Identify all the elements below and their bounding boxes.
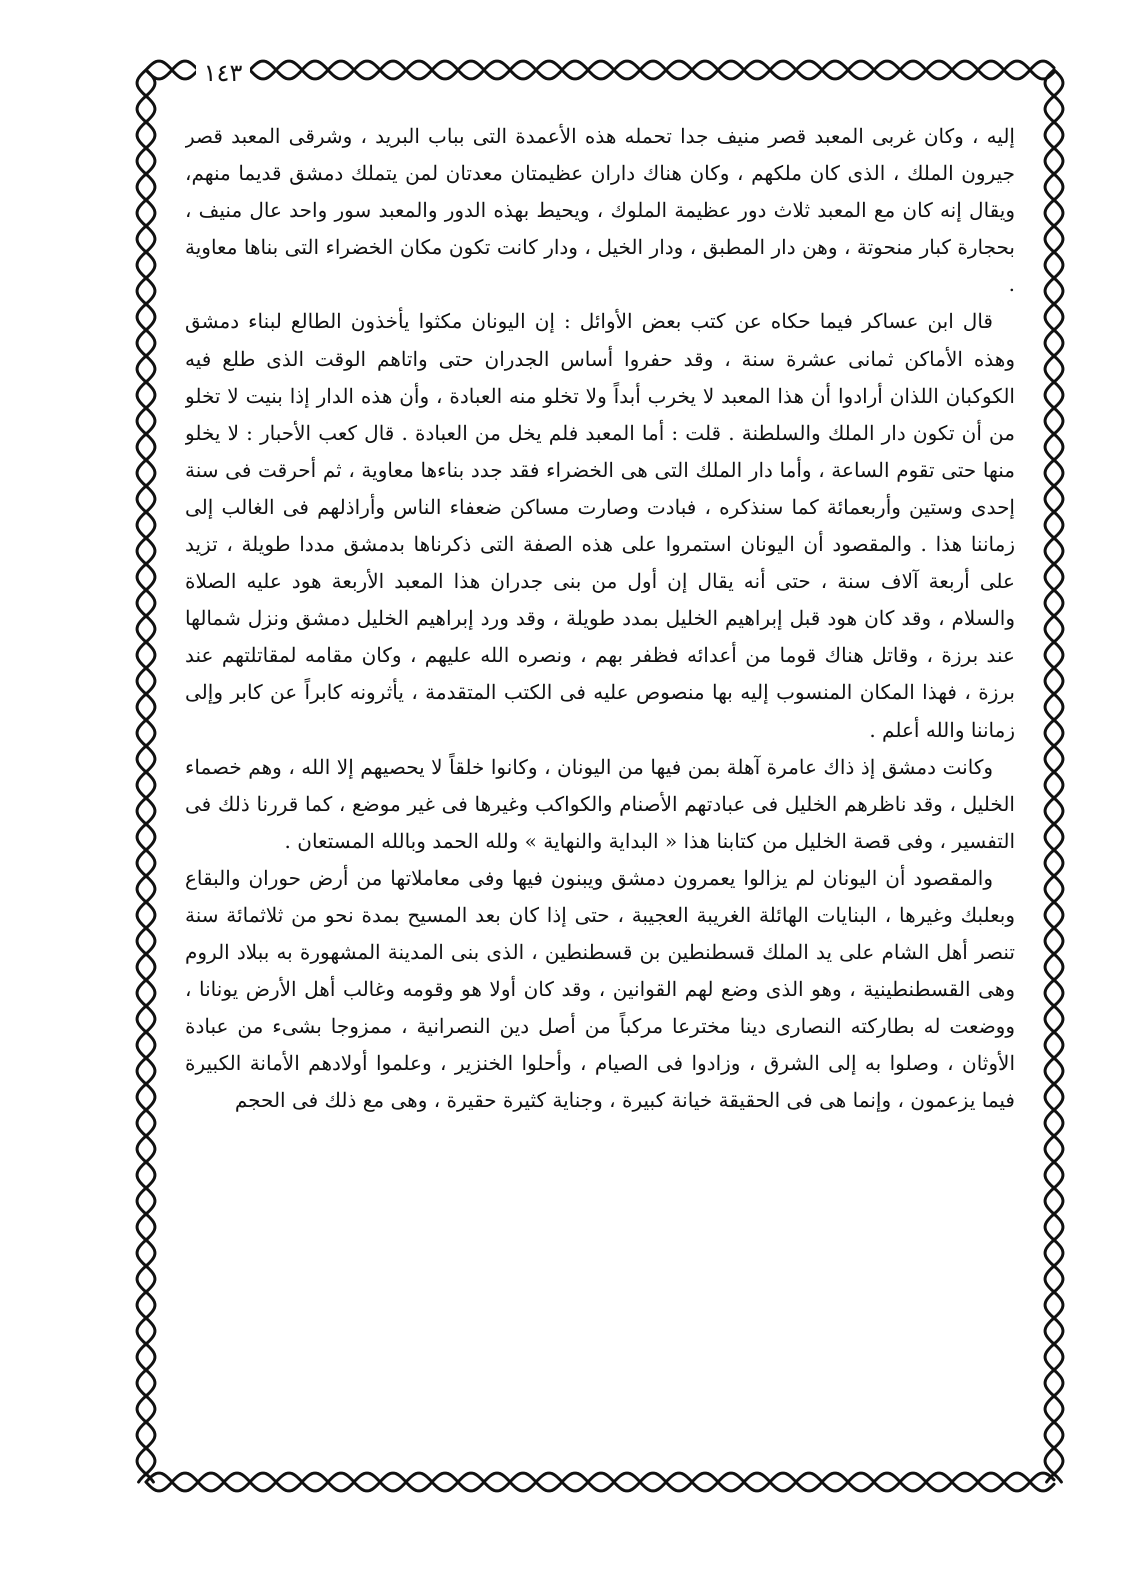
paragraph-4: والمقصود أن اليونان لم يزالوا يعمرون دمشق ويبنون فيها وفى معاملاتها من أرض حوران والبقاع وبعلبك وغيرها ، البنايات الهائلة الغريبة العجيبة ، حتى إذا كان بعد المسيح بمدة نحو من ثلاثمائة سنة تنصر أهل الشام على يد الملك قسطنطين بن قسطنطين ، الذى بنى المدينة المشهورة به ببلاد الروم وهى القسطنطينية ، وهو الذى وضع لهم القوانين ، وقد كان أولا هو وقومه وغالب أهل الأرض يونانا ، ووضعت له بطاركته النصارى دينا مخترعا مركباً من أصل دين النصرانية ، ممزوجا بشىء من عبادة الأوثان ، وصلوا به إلى الشرق ، وزادوا فى الصيام ، وأحلوا الخنزير ، وعلموا أولادهم الأمانة الكبيرة فيما يزعمون ، وإنما هى فى الحقيقة خيانة كبيرة ، وجناية كثيرة حقيرة ، وهى مع ذلك فى الحجم bbox=[185, 865, 1015, 1113]
paragraph-3: وكانت دمشق إذ ذاك عامرة آهلة بمن فيها من اليونان ، وكانوا خلقاً لا يحصيهم إلا الله ، وهم خصماء الخليل ، وقد ناظرهم الخليل فى عبادتهم الأصنام والكواكب وغيرها فى غير موضع ، كما قررنا ذلك فى التفسير ، وفى قصة الخليل من كتابنا هذا « البداية والنهاية » ولله الحمد وبالله المستعان . bbox=[185, 754, 1015, 853]
page-number: ١٤٣ bbox=[196, 56, 250, 90]
body-text bbox=[185, 118, 1015, 1470]
paragraph-2: قال ابن عساكر فيما حكاه عن كتب بعض الأوائل : إن اليونان مكثوا يأخذون الطالع لبناء دمشق وهذه الأماكن ثمانى عشرة سنة ، وقد حفروا أساس الجدران حتى واتاهم الوقت الذى طلع فيه الكوكبان اللذان أرادوا أن هذا المعبد لا يخرب أبداً ولا تخلو منه العبادة ، وأن هذه الدار إذا بنيت لا تخلو من أن تكون دار الملك والسلطنة . قلت : أما المعبد فلم يخل من العبادة . قال كعب الأحبار : لا يخلو منها حتى تقوم الساعة ، وأما دار الملك التى هى الخضراء فقد جدد بناءها معاوية ، ثم أحرقت فى سنة إحدى وستين وأربعمائة كما سنذكره ، فبادت وصارت مساكن ضعفاء الناس وأراذلهم فى الغالب إلى زماننا هذا . والمقصود أن اليونان استمروا على هذه الصفة التى ذكرناها بدمشق مددا طويلة ، تزيد على أربعة آلاف سنة ، حتى أنه يقال إن أول من بنى جدران هذا المعبد الأربعة هود عليه الصلاة والسلام ، وقد كان هود قبل إبراهيم الخليل بمدد طويلة ، وقد ورد إبراهيم الخليل دمشق ونزل شمالها عند برزة ، وقاتل هناك قوما من أعدائه فظفر بهم ، ونصره الله عليهم ، وكان مقامه لمقاتلتهم عند برزة ، فهذا المكان المنسوب إليه بها منصوص عليه فى الكتب المتقدمة ، يأثرونه كابراً عن كابر وإلى زماننا والله أعلم . bbox=[185, 309, 1015, 742]
paragraph-1: إليه ، وكان غربى المعبد قصر منيف جدا تحمله هذه الأعمدة التى بباب البريد ، وشرقى المعبد قصر جيرون الملك ، الذى كان ملكهم ، وكان هناك داران عظيمتان معدتان لمن يتملك دمشق قديما منهم، ويقال إنه كان مع المعبد ثلاث دور عظيمة الملوك ، ويحيط بهذه الدور والمعبد سور واحد عال منيف ، بحجارة كبار منحوتة ، وهن دار المطبق ، ودار الخيل ، ودار كانت تكون مكان الخضراء التى بناها معاوية . bbox=[185, 124, 1015, 297]
